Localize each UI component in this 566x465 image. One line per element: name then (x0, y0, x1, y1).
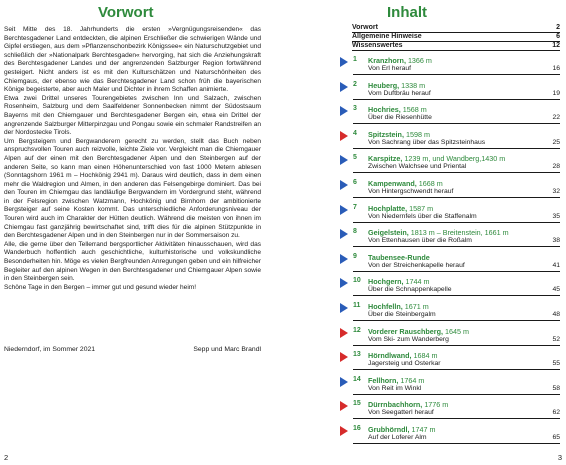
tour-entry[interactable] (340, 53, 560, 76)
tour-name (368, 327, 469, 336)
divider (353, 295, 560, 296)
signature-line (4, 346, 261, 353)
tour-number: 13 (353, 351, 361, 359)
divider (353, 320, 560, 321)
tour-title: Kampenwand, (368, 179, 417, 188)
tour-number: 6 (353, 179, 357, 186)
tour-entry[interactable] (340, 78, 560, 101)
tour-page: 22 (552, 114, 560, 122)
tour-route: Von Seegatterl herauf (368, 409, 434, 417)
difficulty-flag-icon (340, 205, 348, 215)
toc-front-label: Wissenswertes (352, 42, 403, 50)
tour-title: Vorderer Rauschberg, (368, 326, 443, 336)
foreword-text (4, 26, 261, 292)
foreword-title: Vorwort (98, 4, 154, 21)
tour-name (368, 179, 443, 188)
tour-name (368, 228, 509, 237)
tour-number: 14 (353, 375, 361, 383)
tour-entry[interactable] (340, 274, 560, 297)
tour-number: 4 (353, 129, 357, 137)
tour-number: 1 (353, 56, 357, 63)
tour-title: Hochfelln, (368, 302, 403, 311)
page-number-right: 3 (557, 453, 562, 462)
difficulty-flag-icon (340, 155, 348, 165)
tour-route: Von Niedernfels über die Staffenalm (368, 212, 477, 220)
tour-route: Über die Steinbergalm (368, 311, 436, 318)
contents-title: Inhalt (387, 4, 427, 21)
divider (353, 345, 560, 346)
toc-front-label: Allgemeine Hinweise (352, 33, 422, 41)
tour-altitude: 1671 m (404, 302, 429, 311)
tour-number: 10 (353, 277, 361, 285)
difficulty-flag-icon (340, 401, 348, 411)
tour-altitude: 1747 m (411, 425, 436, 434)
tour-title: Dürrnbachhorn, (368, 400, 423, 410)
tour-number: 12 (353, 326, 361, 334)
tour-altitude: 1239 m, und Wandberg,1430 m (404, 154, 506, 164)
tour-title: Hochplatte, (368, 203, 408, 213)
tour-entry[interactable] (340, 373, 560, 396)
difficulty-flag-icon (340, 229, 348, 239)
tour-altitude: 1776 m (424, 400, 449, 410)
divider (353, 394, 560, 395)
tour-title: Grubhörndl, (368, 425, 410, 434)
tour-page: 16 (552, 65, 560, 72)
tour-altitude: 1568 m (402, 105, 427, 115)
tour-number: 11 (353, 302, 361, 309)
tour-title: Karspitze, (368, 154, 403, 164)
tour-route: Zwischen Walchsee und Priental (368, 163, 467, 171)
front-matter-list (352, 24, 560, 51)
divider (353, 271, 560, 272)
tour-entry[interactable] (340, 250, 560, 273)
tour-entry[interactable] (340, 422, 560, 445)
tour-route: Vom Ski- zum Wanderberg (368, 335, 449, 343)
tour-entry[interactable] (340, 176, 560, 199)
tour-page: 52 (552, 335, 560, 343)
tour-page: 41 (552, 261, 560, 269)
tour-number: 9 (353, 252, 357, 260)
divider (353, 222, 560, 223)
tour-name (368, 154, 505, 163)
tour-number: 16 (353, 425, 361, 432)
tour-title: Hochries, (368, 105, 401, 115)
tour-page: 32 (552, 188, 560, 195)
difficulty-flag-icon (340, 352, 348, 362)
difficulty-flag-icon (340, 377, 348, 387)
tour-altitude: 1684 m (413, 351, 438, 361)
tour-name (368, 204, 433, 213)
toc-front-row[interactable] (352, 42, 560, 51)
divider (353, 74, 560, 75)
tour-title: Taubensee-Runde (368, 252, 430, 262)
difficulty-flag-icon (340, 426, 348, 436)
difficulty-flag-icon (340, 278, 348, 288)
difficulty-flag-icon (340, 180, 348, 190)
tour-altitude: 1366 m (407, 56, 432, 65)
tour-name (368, 425, 436, 434)
foreword-paragraph: Alle, die gerne über den Tellerrand bergsportlicher Aktivitäten hinausschauen, wird das Wanderbuch hoffentlich auch geschichtliche, kulturhistorische und volkskundliche Besonderheiten hin. Möge es vielen Bergfreunden Anregungen geben und ein hilfreicher Begleiter auf den alpinen Wegen in den Berchtesgadener und Chiemgauer Alpen sowie in den Steinbergen sein. (4, 240, 261, 283)
tour-altitude: 1645 m (444, 326, 469, 336)
tour-name (368, 253, 430, 262)
left-page (0, 0, 276, 465)
tour-number: 15 (353, 400, 361, 408)
tour-title: Fellhorn, (368, 375, 399, 385)
tour-title: Geigelstein, (368, 228, 409, 238)
tour-number: 8 (353, 228, 357, 236)
difficulty-flag-icon (340, 328, 348, 338)
tour-page: 58 (552, 384, 560, 392)
tour-entry[interactable] (340, 127, 560, 150)
toc-front-label: Vorwort (352, 24, 378, 31)
tour-title: Hochgern, (368, 277, 404, 287)
toc-front-page: 2 (556, 24, 560, 31)
tour-route: Von Ettenhausen über die Roßalm (368, 237, 472, 245)
tour-page: 19 (552, 89, 560, 97)
tour-altitude: 1764 m (400, 375, 425, 385)
tour-page: 65 (552, 434, 560, 441)
page-number-left: 2 (4, 453, 9, 462)
tour-route: Jagersteig und Osterkar (368, 360, 441, 368)
tour-title: Kranzhorn, (368, 56, 406, 65)
tour-altitude: 1587 m (409, 203, 434, 213)
tour-entry[interactable] (340, 348, 560, 371)
tour-number: 5 (353, 154, 357, 162)
tour-page: 55 (552, 360, 560, 368)
difficulty-flag-icon (340, 57, 348, 67)
foreword-paragraph: Um Bergsteigern und Bergwanderern gerecht zu werden, stellt das Buch neben anspruchsvollen Touren auch reizvolle, leichte Ziele vor. Vergleicht man die Chiemgauer Alpen auf der einen mit den Berchtesgadener Alpen und den Steinbergen auf der anderen Seite, so kann man einen Höhenunterschied von fast 1000 Metern ablesen (Sonntagshorn 1961 m – Hochkönig 2941 m). Daraus wird deutlich, dass in dem einen mehr die Waldregion und Almen, in den anderen das Felsengebirge dominiert. Das bei den Touren im Chiemgau das landläufige Bergwandern im Vordergrund steht, während in der Felsregion zwischen Watzmann, Hochkönig und Birnhorn der ambitionierte Bergsteiger auf seine Kosten kommt. Das unterschiedliche Anforderungsniveau der Touren wird auch im Charakter der Hütten deutlich. Während die meisten von ihnen im Chiemgau fast ganzjährig bewirtschaftet sind, trifft dies für die alpinen Stützpunkte in den Berchtesgadener Alpen und in den Steinbergen nur in der Sommersaison zu. (4, 137, 261, 240)
tour-page: 25 (552, 138, 560, 146)
tour-route: Auf der Loferer Alm (368, 434, 427, 441)
tour-name (368, 302, 429, 311)
tour-name (368, 400, 448, 409)
tour-route: Von der Streichenkapelle herauf (368, 261, 465, 269)
place-date: Niederndorf, im Sommer 2021 (4, 346, 96, 353)
tour-number: 7 (353, 203, 357, 211)
divider (353, 197, 560, 198)
tour-page: 28 (552, 163, 560, 171)
tour-entry[interactable] (340, 225, 560, 248)
toc-front-row[interactable] (352, 24, 560, 33)
tour-entry[interactable] (340, 397, 560, 420)
tour-altitude: 1744 m (405, 277, 430, 287)
authors: Sepp und Marc Brandl (193, 346, 261, 353)
tour-number: 2 (353, 80, 357, 88)
tour-altitude: 1598 m (405, 129, 430, 139)
difficulty-flag-icon (340, 106, 348, 116)
divider (353, 99, 560, 100)
tour-altitude: 1338 m (401, 80, 426, 90)
tour-name (368, 105, 427, 114)
tour-title: Spitzstein, (368, 129, 404, 139)
tour-route: Über die Riesenhütte (368, 114, 432, 122)
tour-title: Heuberg, (368, 80, 400, 90)
tour-name (368, 351, 438, 360)
difficulty-flag-icon (340, 303, 348, 313)
difficulty-flag-icon (340, 82, 348, 92)
divider (353, 418, 560, 419)
tour-entry[interactable] (340, 201, 560, 224)
tour-page: 62 (552, 409, 560, 417)
tour-page: 48 (552, 311, 560, 318)
divider (353, 123, 560, 124)
divider (353, 369, 560, 370)
tour-entry[interactable] (340, 324, 560, 347)
tour-name (368, 130, 430, 139)
tour-number: 3 (353, 105, 357, 113)
right-page (290, 0, 566, 465)
foreword-paragraph: Schöne Tage in den Bergen – immer gut und gesund wieder heim! (4, 283, 197, 291)
divider (353, 148, 560, 149)
foreword-paragraph: Seit Mitte des 18. Jahrhunderts die ersten »Vergnügungsreisenden« das Berchtesgadener Land entdeckten, die alpinen Erschließer die schwierigen Wände und Gipfel erstiegen, aus dem »Pflanzenschonbezirk Königssee« ein Naturschutzgebiet und schließlich der »Nationalpark Berchtesgaden« hervorging, hat sich die Anziehungskraft des Berchtesgadener Landes und der angrenzenden Salzburger Region fortwährend gesteigert. Nicht anders ist es mit den Kulturschätzen und Naturschönheiten des Chiemgaus, der ebenso wie das Berchtesgadener Land schon früh die bayerischen Könige begeisterte, aber auch Maler und Dichter in ihrem Schaffen animierte. (4, 26, 261, 94)
tour-entry[interactable] (340, 102, 560, 125)
tour-route: Über die Schnappenkapelle (368, 286, 452, 294)
tour-name (368, 81, 425, 90)
toc-front-row[interactable] (352, 33, 560, 42)
tour-name (368, 376, 424, 385)
tour-altitude: 1668 m (418, 179, 443, 188)
toc-front-page: 12 (552, 42, 560, 50)
difficulty-flag-icon (340, 131, 348, 141)
tour-route: Von Sachrang über das Spitzsteinhaus (368, 138, 486, 146)
tour-page: 38 (552, 237, 560, 245)
toc-front-page: 6 (556, 33, 560, 41)
tour-route: Von Erl herauf (368, 65, 412, 72)
tour-route: Von Hintergschwendt herauf (368, 188, 454, 195)
tour-altitude: 1813 m – Breitenstein, 1661 m (410, 228, 509, 238)
tour-entry[interactable] (340, 299, 560, 322)
tour-route: Vom Duftbräu herauf (368, 89, 431, 97)
tour-entry[interactable] (340, 151, 560, 174)
tour-page: 45 (552, 286, 560, 294)
difficulty-flag-icon (340, 254, 348, 264)
divider (353, 246, 560, 247)
tour-route: Von Reit im Winkl (368, 384, 422, 392)
tour-page: 35 (552, 212, 560, 220)
tour-title: Hörndlwand, (368, 351, 412, 361)
divider (353, 172, 560, 173)
divider (353, 443, 560, 444)
tour-name (368, 56, 432, 65)
foreword-paragraph: Etwa zwei Drittel unseres Tourengebietes zwischen Inn und Salzach, zwischen Rosenheim, Salzburg und dem Saalfeldener Sonnenbecken nimmt der Südostsaum Bayerns mit den Chiemgauer und Berchtesgadener Bergen ein, etwa ein Drittel der angrenzende Salzburger Mitterpinzgau und Pongau sowie ein schmaler Randstreifen an der Nordostecke Tirols. (4, 94, 261, 137)
